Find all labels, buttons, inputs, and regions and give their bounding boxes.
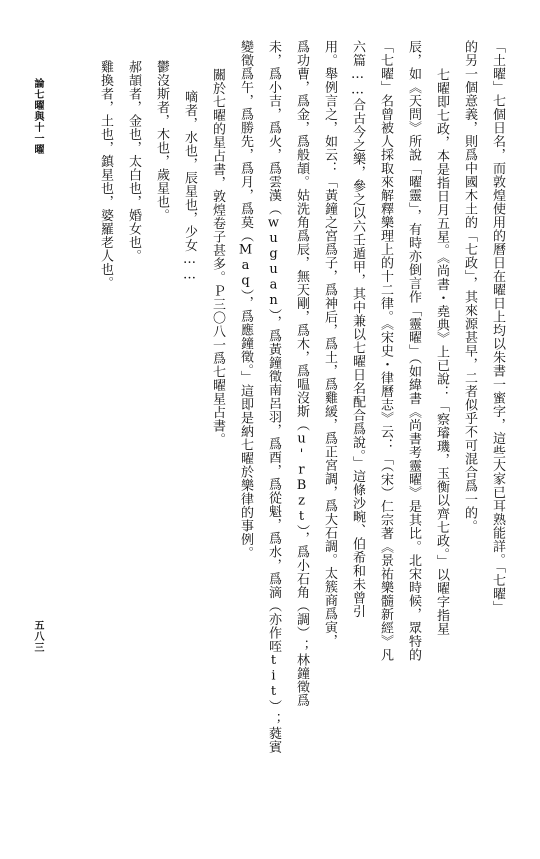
page-number: 五八三	[32, 620, 43, 653]
text-column: 用。舉例言之，如云：「黃鐘之宮爲子，爲神后，爲土，爲雞緩，爲正宮調，爲大石調。太簇商爲寅，	[322, 40, 337, 648]
text-column: 雞換者，土也，鎮星也，婆羅老人也。	[98, 60, 113, 290]
text-column: 「七曜」名曾被人採取來解釋樂理上的十二律。《宋史・律曆志》云：「（宋）仁宗著《景祐樂髓新經》凡	[378, 40, 393, 662]
text-column: 嘀者，水也，辰星也，少女……	[182, 90, 197, 283]
text-column: 關於七曜的星占書，敦煌卷子甚多。Ｐ三〇八一爲七曜星占書。	[210, 68, 225, 446]
text-column: 辰，如《天問》所說「曜靈」，有時亦倒言作「靈曜」（如緯書《尚書考靈曜》是其比。北宋時候，眾特的	[406, 40, 421, 662]
text-column: 七曜即七政，本是指日月五星。《尚書・堯典》上已說：「察璿璣，玉衡以齊七政。」以曜字指星	[434, 68, 449, 636]
text-column: 未，爲小吉，爲火，爲雲漢（wuguan），爲黃鐘徵南呂羽，爲酉，爲從魁，爲水，爲滴（亦作咥tit）；蕤賓	[266, 40, 281, 754]
text-column: 「土曜」七個日名，而敦煌使用的曆日在曜日上均以朱書一蜜字，這些大家已耳熟能詳。「七曜」	[490, 40, 505, 614]
text-column: 鬱沒斯者，木也，歲星也。	[154, 60, 169, 222]
text-column: 變徵爲午，爲勝先，爲月，爲莫（Maq），爲應鐘徵。」這即是納七曜於樂律的事例。	[238, 40, 253, 560]
text-column: 六篇……合古今之樂，參之以六壬遁甲，其中兼以七曜日名配合爲說。」這條沙畹、伯希和未曾引	[350, 40, 365, 618]
text-column: 郝頡者，金也，太白也，婚女也。	[126, 60, 141, 263]
text-column: 爲功曹，爲金，爲般頡。姑洗角爲辰，無天剛，爲木，爲嗢沒斯（u'rBzt），爲小石角（調）；林鐘徵爲	[294, 40, 309, 707]
running-title: 論七曜與十一曜	[32, 78, 43, 155]
text-column: 的另一個意義，則爲中國木土的「七政」，其來源甚早，二者似乎不可混合爲一的。	[462, 40, 477, 533]
